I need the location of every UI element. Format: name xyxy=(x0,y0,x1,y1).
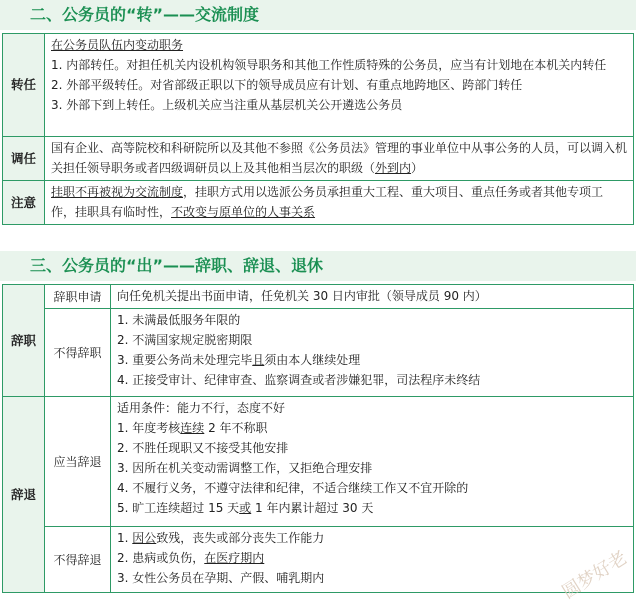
dismiss-item-1: 1. 年度考核连续 2 年不称职 xyxy=(117,421,268,435)
table-row xyxy=(3,309,634,397)
dismiss-item-2: 2. 不胜任现职又不接受其他安排 xyxy=(117,441,289,455)
watermark: 圆梦好老 xyxy=(558,547,631,604)
dismiss-item-5: 5. 旷工连续超过 15 天或 1 年内累计超过 30 天 xyxy=(117,501,374,515)
transfer-item-2: 2. 外部平级转任。对省部级正职以下的领导成员应有计划、有重点地跨地区、跨部门转任 xyxy=(51,78,523,92)
dismiss-deny-2: 2. 患病或负伤，在医疗期内 xyxy=(117,551,265,565)
dismiss-deny-label: 不得辞退 xyxy=(45,527,111,593)
table-row xyxy=(3,285,634,309)
section-3-title: 三、公务员的“出”——辞职、辞退、退休 xyxy=(0,251,636,281)
note-text: ，挂职方式用以选派公务员承担重大工程、重大项目、重点任务或者其他专项工作，挂职具有临时性， xyxy=(51,185,604,219)
dismiss-deny-1: 1. 因公致残，丧失或部分丧失工作能力 xyxy=(117,531,325,545)
dismiss-should-content xyxy=(111,397,634,527)
transfer-table xyxy=(2,33,634,225)
note-key: 挂职不再被视为交流制度 xyxy=(51,185,184,199)
transfer-content xyxy=(45,34,634,137)
table-row xyxy=(3,397,634,527)
transfer-item-1: 1. 内部转任。对担任机关内设机构领导职务和其他工作性质特殊的公务员，应当有计划地在本机关内转任 xyxy=(51,58,607,72)
dismiss-should-label: 应当辞退 xyxy=(45,397,111,527)
secondment-content xyxy=(45,137,634,181)
secondment-direction: 外到内 xyxy=(375,161,412,175)
row-header-secondment: 调任 xyxy=(3,137,45,181)
note-content xyxy=(45,181,634,225)
row-header-dismiss: 辞退 xyxy=(3,397,45,593)
resign-deny-label: 不得辞职 xyxy=(45,309,111,397)
transfer-item-3: 3. 外部下到上转任。上级机关应当注重从基层机关公开遴选公务员 xyxy=(51,98,403,112)
dismiss-deny-content xyxy=(111,527,634,593)
section-2-title: 二、公务员的“转”——交流制度 xyxy=(0,0,636,30)
secondment-text: 国有企业、高等院校和科研院所以及其他不参照《公务员法》管理的事业单位中从事公务的人员，可以调入机关担任领导职务或者四级调研员以上及其他相当层次的职级（ xyxy=(51,141,628,175)
resign-deny-2: 2. 不满国家规定脱密期限 xyxy=(117,333,253,347)
resign-deny-3: 3. 重要公务尚未处理完毕且须由本人继续处理 xyxy=(117,353,361,367)
row-header-note: 注意 xyxy=(3,181,45,225)
resign-deny-content xyxy=(111,309,634,397)
exit-table xyxy=(2,284,634,593)
resign-deny-4: 4. 正接受审计、纪律审查、监察调查或者涉嫌犯罪，司法程序未终结 xyxy=(117,373,481,387)
note-key-2: 不改变与原单位的人事关系 xyxy=(171,205,316,219)
dismiss-deny-3: 3. 女性公务员在孕期、产假、哺乳期内 xyxy=(117,571,325,585)
table-row xyxy=(3,137,634,181)
row-header-transfer: 转任 xyxy=(3,34,45,137)
row-header-resign: 辞职 xyxy=(3,285,45,397)
dismiss-item-4: 4. 不履行义务，不遵守法律和纪律，不适合继续工作又不宜开除的 xyxy=(117,481,469,495)
resign-apply-text: 向任免机关提出书面申请，任免机关 30 日内审批（领导成员 90 内） xyxy=(111,285,634,309)
resign-deny-1: 1. 未满最低服务年限的 xyxy=(117,313,241,327)
dismiss-item-3: 3. 因所在机关变动需调整工作，又拒绝合理安排 xyxy=(117,461,373,475)
dismiss-condition: 适用条件：能力不行，态度不好 xyxy=(117,401,286,415)
transfer-definition: 在公务员队伍内变动职务 xyxy=(51,38,184,52)
table-row xyxy=(3,34,634,137)
secondment-close: ） xyxy=(411,161,424,175)
resign-apply-label: 辞职申请 xyxy=(45,285,111,309)
table-row xyxy=(3,527,634,593)
table-row xyxy=(3,181,634,225)
